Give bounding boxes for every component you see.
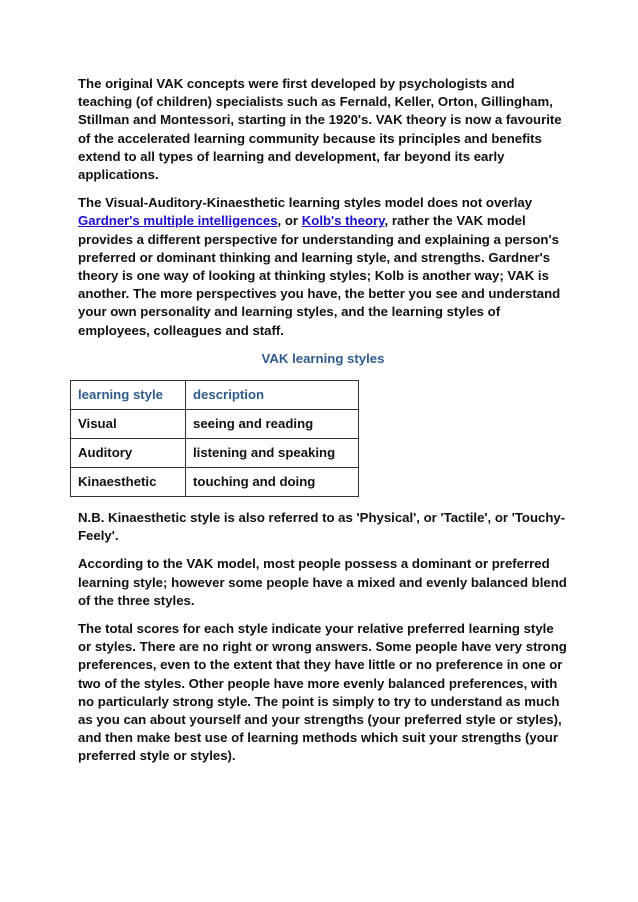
dominant-style-paragraph: According to the VAK model, most people possess a dominant or preferred learning style; however some people have a mixed and evenly balanced blend of the three styles. [78, 556, 567, 608]
table-cell: Visual [71, 410, 186, 439]
scores-paragraph: The total scores for each style indicate your relative preferred learning style or styles. There are no right or wrong answers. Some people have very strong preferences, even to the extent that they have little or no preference in one or two of the styles. Other people have more evenly balanced preferences, with no particularly strong style. The point is simply to try to understand as much as you can about yourself and your strengths (your preferred style or styles), and then make best use of learning methods which suit your strengths (your preferred style or styles). [78, 621, 567, 764]
model-paragraph-text-mid: , or [277, 213, 302, 229]
table-header-cell: learning style [71, 381, 186, 410]
table-heading: VAK learning styles [261, 350, 385, 366]
table-row [71, 410, 359, 439]
table-row [71, 439, 359, 468]
intro-paragraph: The original VAK concepts were first developed by psychologists and teaching (of children) specialists such as Fernald, Keller, Orton, Gillingham, Stillman and Montessori, starting in the 1920's. VAK theory is now a favourite of the accelerated learning community because its principles and benefits extend to all types of learning and development, far beyond its early applications. [78, 76, 562, 183]
table-cell: listening and speaking [186, 439, 359, 468]
table-header-cell: description [186, 381, 359, 410]
kolb-link[interactable]: Kolb's theory [301, 213, 385, 229]
document-page [78, 75, 568, 776]
model-paragraph-text-start: The Visual-Auditory-Kinaesthetic learning styles model does not overlay [78, 195, 533, 211]
table-cell: Kinaesthetic [71, 468, 186, 497]
model-paragraph-text-end: , rather the VAK model provides a different perspective for understanding and explaining a person's preferred or dominant thinking and learning style, and strengths. Gardner's theory is one way of looking at thinking styles; Kolb is another way; VAK is another. The more perspectives you have, the better you see and understand your own personality and learning styles, and the learning styles of employees, colleagues and staff. [78, 213, 561, 338]
learning-styles-table [70, 380, 359, 497]
table-cell: seeing and reading [186, 410, 359, 439]
note-paragraph: N.B. Kinaesthetic style is also referred to as 'Physical', or 'Tactile', or 'Touchy-Feely'. [78, 510, 566, 544]
table-row [71, 468, 359, 497]
model-paragraph [78, 194, 568, 340]
table-cell: touching and doing [186, 468, 359, 497]
gardner-link[interactable]: Gardner's multiple intelligences [78, 213, 278, 229]
table-header-row [71, 381, 359, 410]
table-cell: Auditory [71, 439, 186, 468]
